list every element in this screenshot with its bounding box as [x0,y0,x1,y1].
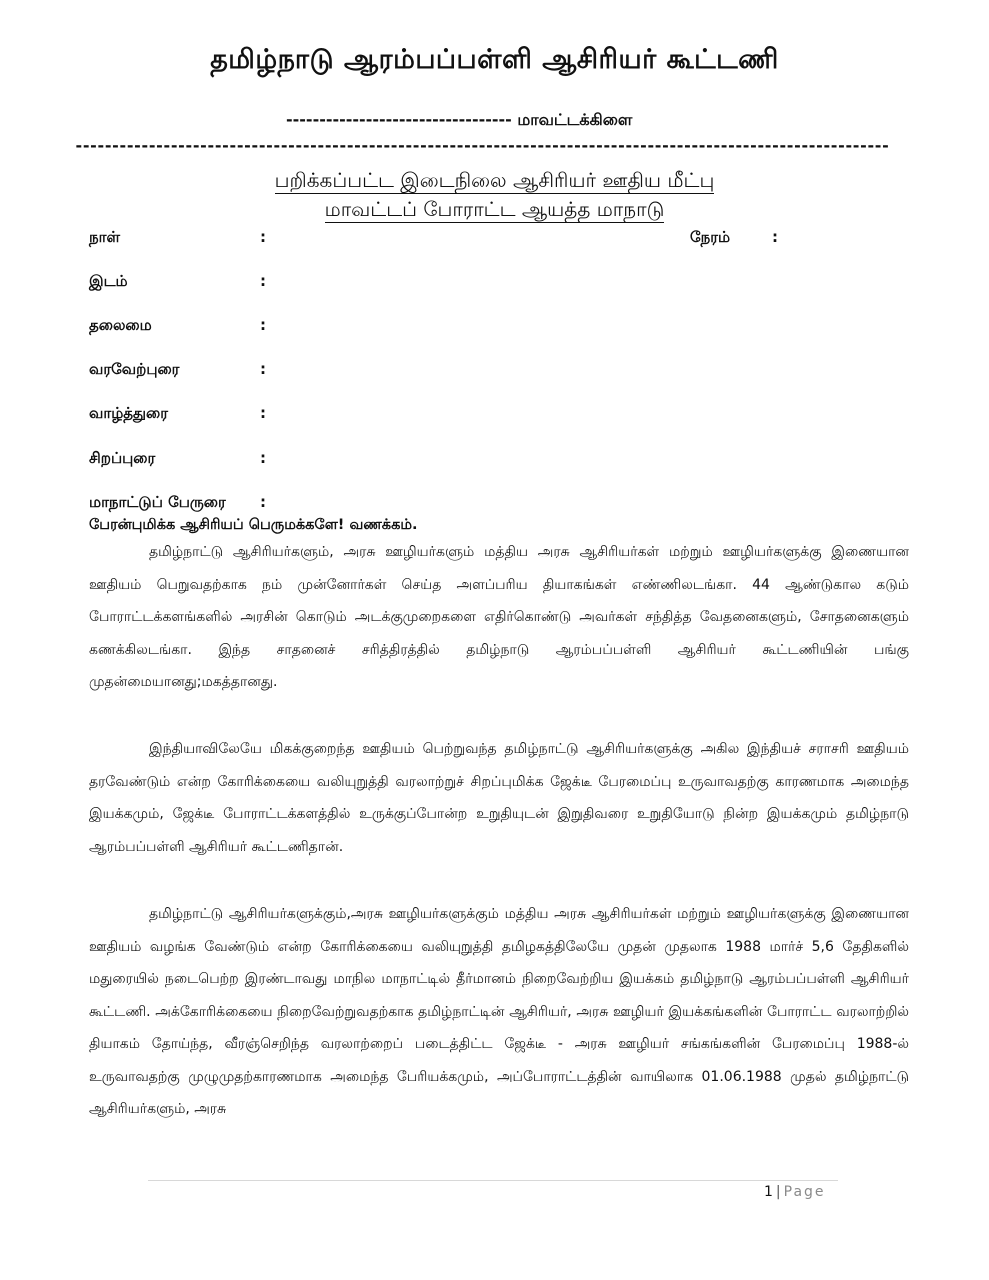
district-branch-line: ---------------------------------- மாவட்டக்கிளை [286,110,633,129]
page-number [764,1184,826,1200]
time-label: நேரம் [690,228,731,246]
page-number-value: 1 [764,1184,773,1200]
body-paragraph-2: இந்தியாவிலேயே மிகக்குறைந்த ஊதியம் பெற்றுவந்த தமிழ்நாட்டு ஆசிரியர்களுக்கு அகில இந்தியச் சராசரி ஊதியம் தரவேண்டும் என்ற கோரிக்கையை வலியுறுத்தி வரலாற்றுச் சிறப்புமிக்க ஜேக்டீ பேரமைப்பு உருவாவதற்கு காரணமாக அமைந்த இயக்கமும், ஜேக்டீ போராட்டக்களத்தில் உருக்குப்போன்ற உறுதியுடன் இறுதிவரை உறுதியோடு நின்ற இயக்கமும் தமிழ்நாடு ஆரம்பப்பள்ளி ஆசிரியர் கூட்டணிதான். [89,741,909,855]
conference-speech-label: மாநாட்டுப் பேருரை [89,493,226,511]
welcome-speech-label: வரவேற்புரை [89,360,180,378]
chair-colon: : [260,316,266,334]
footer-rule [148,1180,838,1181]
document-title: தமிழ்நாடு ஆரம்பப்பள்ளி ஆசிரியர் கூட்டணி [210,44,779,75]
time-colon: : [772,228,778,246]
subtitle-line-2: மாவட்டப் போராட்ட ஆயத்த மாநாடு [324,197,665,221]
page-word: Page [783,1184,826,1200]
page-number-separator: | [775,1184,781,1200]
conference-speech-colon: : [260,493,266,511]
body-paragraph-3: தமிழ்நாட்டு ஆசிரியர்களுக்கும்,அரசு ஊழியர்களுக்கும் மத்திய அரசு ஆசிரியர்கள் மற்றும் ஊழியர்களுக்கு இணையான ஊதியம் வழங்க வேண்டும் என்ற கோரிக்கையை வலியுறுத்தி தமிழகத்திலேயே முதன் முதலாக 1988 மார்ச் 5,6 தேதிகளில் மதுரையில் நடைபெற்ற இரண்டாவது மாநில மாநாட்டில் தீர்மானம் நிறைவேற்றிய இயக்கம் தமிழ்நாடு ஆரம்பப்பள்ளி ஆசிரியர் கூட்டணி. அக்கோரிக்கையை நிறைவேற்றுவதற்காக தமிழ்நாட்டின் ஆசிரியர், அரசு ஊழியர் இயக்கங்களின் போராட்ட வரலாற்றில் தியாகம் தோய்ந்த, வீரஞ்செறிந்த வரலாற்றைப் படைத்திட்ட ஜேக்டீ - அரசு ஊழியர் சங்கங்களின் பேரமைப்பு 1988-ல் உருவாவதற்கு முழுமுதற்காரணமாக அமைந்த பேரியக்கமும், அப்போராட்டத்தின் வாயிலாக 01.06.1988 முதல் தமிழ்நாட்டு ஆசிரியர்களும், அரசு [89,906,909,1117]
body-paragraph-1: தமிழ்நாட்டு ஆசிரியர்களும், அரசு ஊழியர்களும் மத்திய அரசு ஆசிரியர்கள் மற்றும் ஊழியர்களுக்கு இணையான ஊதியம் பெறுவதற்காக நம் முன்னோர்கள் செய்த அளப்பரிய தியாகங்கள் எண்ணிலடங்கா. 44 ஆண்டுகால கடும் போராட்டக்களங்களில் அரசின் கொடும் அடக்குமுறைகளை எதிர்கொண்டு அவர்கள் சந்தித்த வேதனைகளும், சோதனைகளும் கணக்கிலடங்கா. இந்த சாதனைச் சரித்திரத்தில் தமிழ்நாடு ஆரம்பப்பள்ளி ஆசிரியர் கூட்டணியின் பங்கு முதன்மையானது;மகத்தானது. [89,544,910,690]
place-label: இடம் [89,272,128,290]
greetings-speech-colon: : [260,404,266,422]
subtitle-line-1: பறிக்கப்பட்ட இடைநிலை ஆசிரியர் ஊதிய மீட்பு [274,168,715,192]
chair-label: தலைமை [89,316,152,334]
special-speech-colon: : [260,449,266,467]
place-colon: : [260,272,266,290]
dashed-divider: --------------------------------------------------------------------------------------------------------------- [74,136,888,155]
date-label: நாள் [89,228,120,246]
special-speech-label: சிறப்புரை [89,449,156,467]
welcome-speech-colon: : [260,360,266,378]
greetings-speech-label: வாழ்த்துரை [89,404,168,422]
date-colon: : [260,228,266,246]
salutation: பேரன்புமிக்க ஆசிரியப் பெருமக்களே! வணக்கம். [89,517,418,533]
